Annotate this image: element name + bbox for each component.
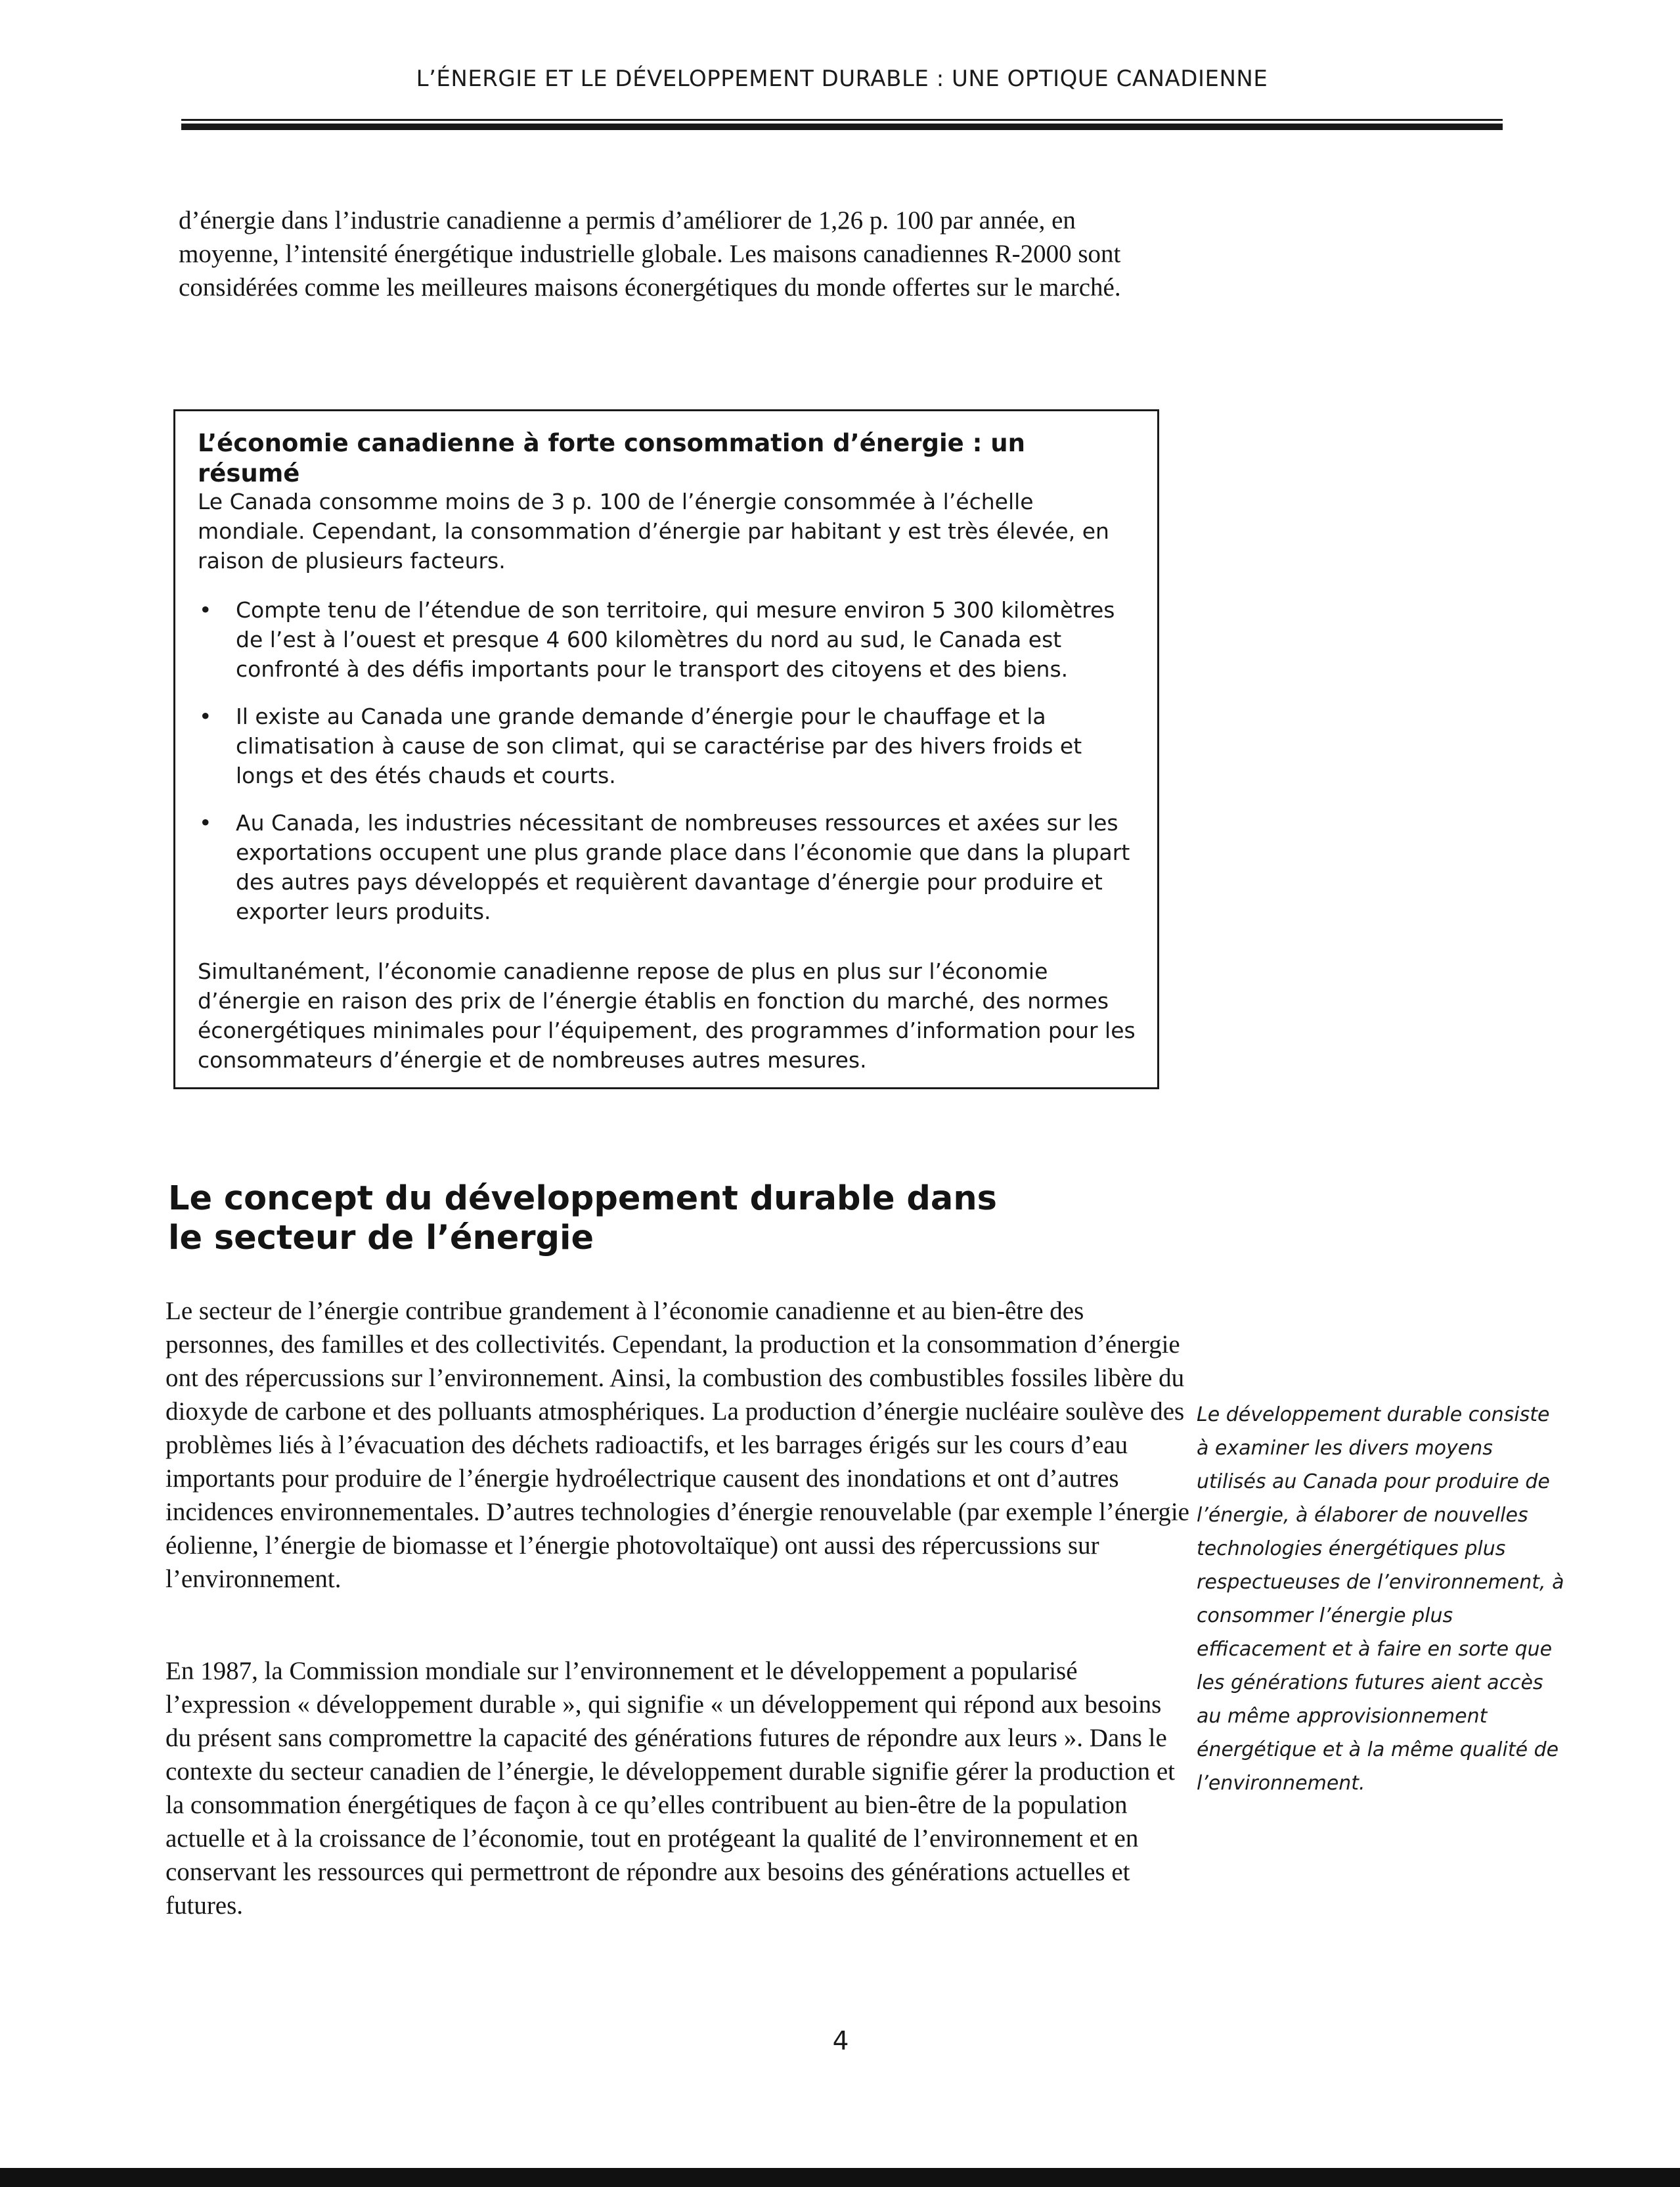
summary-bullet-item [198,702,1143,790]
intro-paragraph: d’énergie dans l’industrie canadienne a permis d’améliorer de 1,26 p. 100 par année, en moyenne, l’intensité énergétique industrielle globale. Les maisons canadiennes R-2000 sont considérées comme les meilleures maisons éconergétiques du monde offertes sur le marché. [179,206,1121,302]
bullet-icon: • [199,704,212,729]
summary-box-outro: Simultanément, l’économie canadienne repose de plus en plus sur l’économie d’énergie en raison des prix de l’énergie établis en fonction du marché, des normes éconergétiques minimales pour l’équipement, des programmes d’information pour les consommateurs d’énergie et de nombreuses autres mesures. [198,958,1136,1073]
body-paragraph: Le secteur de l’énergie contribue grandement à l’économie canadienne et au bien-être des personnes, des familles et des collectivités. Cependant, la production et la consommation d’énergie ont des répercussions sur l’environnement. Ainsi, la combustion des combustibles fossiles libère du dioxyde de carbone et des polluants atmosphériques. La production d’énergie nucléaire soulève des problèmes liés à l’évacuation des déchets radioactifs, et les barrages érigés sur les cours d’eau importants pour produire de l’énergie hydroélectrique causent des inondations et ont d’autres incidences environnementales. D’autres technologies d’énergie renouvelable (par exemple l’énergie éolienne, l’énergie de biomasse et l’énergie photovoltaïque) ont aussi des répercussions sur l’environnement. [166,1297,1189,1593]
sidebar-note: Le développement durable consiste à examiner les divers moyens utilisés au Canada pour produire de l’énergie, à élaborer de nouvelles technologies énergétiques plus respectueuses de l’environnement, à consommer l’énergie plus efficacement et à faire en sorte que les générations futures aient accès au même approvisionnement énergétique et à la même qualité de l’environnement. [1197,1403,1564,1795]
summary-box-intro: Le Canada consomme moins de 3 p. 100 de l’énergie consommée à l’échelle mondiale. Cependant, la consommation d’énergie par habitant y est très élevée, en raison de plusieurs facteurs. [198,489,1109,574]
section-heading: Le concept du développement durable dans le secteur de l’énergie [168,1179,997,1257]
bullet-icon: • [199,597,212,623]
running-header: L’ÉNERGIE ET LE DÉVELOPPEMENT DURABLE : UNE OPTIQUE CANADIENNE [416,66,1268,92]
summary-bullet-text: Il existe au Canada une grande demande d’énergie pour le chauffage et la climatisation à cause de son climat, qui se caractérise par des hivers froids et longs et des étés chauds et courts. [236,704,1082,788]
summary-bullet-text: Compte tenu de l’étendue de son territoire, qui mesure environ 5 300 kilomètres de l’est à l’ouest et presque 4 600 kilomètres du nord au sud, le Canada est confronté à des défis importants pour le transport des citoyens et des biens. [236,597,1115,682]
summary-bullet-list [198,595,1143,944]
summary-bullet-item [198,595,1143,684]
summary-bullet-text: Au Canada, les industries nécessitant de nombreuses ressources et axées sur les exportations occupent une plus grande place dans l’économie que dans la plupart des autres pays développés et requièrent davantage d’énergie pour produire et exporter leurs produits. [236,810,1130,924]
summary-bullet-item [198,808,1143,926]
scan-bottom-edge [0,2168,1680,2187]
header-rule-thin [181,119,1503,121]
page-number: 4 [832,2027,849,2056]
summary-box [173,409,1159,1089]
body-paragraph: En 1987, la Commission mondiale sur l’environnement et le développement a popularisé l’expression « développement durable », qui signifie « un développement qui répond aux besoins du présent sans compromettre la capacité des générations futures de répondre aux leurs ». Dans le contexte du secteur canadien de l’énergie, le développement durable signifie gérer la production et la consommation énergétiques de façon à ce qu’elles contribuent au bien-être de la population actuelle et à la croissance de l’économie, tout en protégeant la qualité de l’environnement et en conservant les ressources qui permettront de répondre aux besoins des générations actuelles et futures. [166,1657,1175,1920]
summary-box-title: L’économie canadienne à forte consommation d’énergie : un résumé [198,429,1025,487]
header-rule [181,124,1503,130]
bullet-icon: • [199,810,212,836]
